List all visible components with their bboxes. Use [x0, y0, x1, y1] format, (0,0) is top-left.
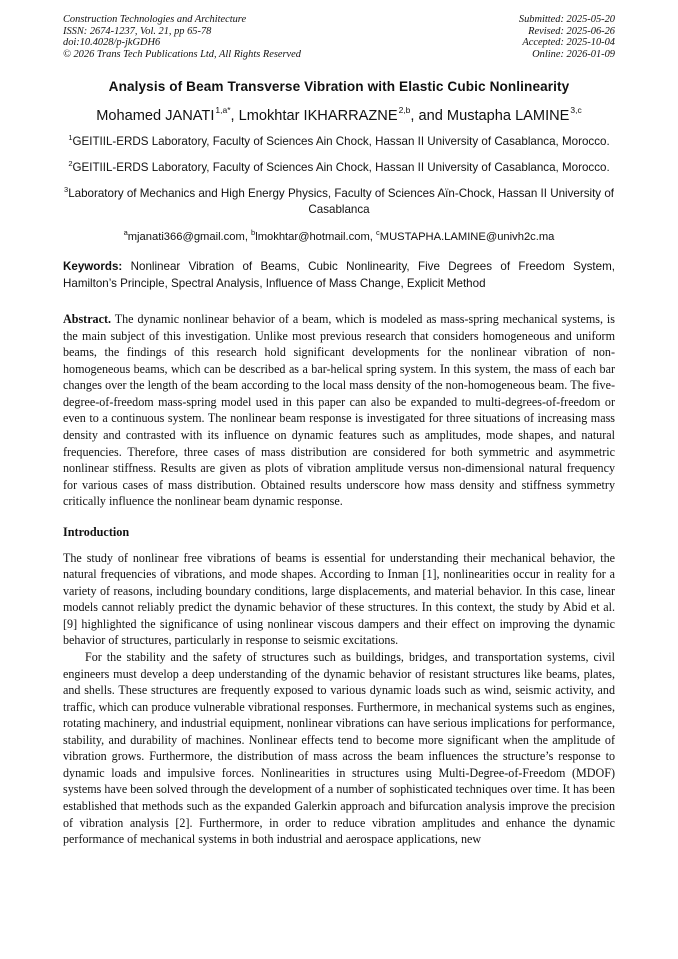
email-list: [63, 228, 615, 243]
author-separator: ,: [230, 108, 239, 124]
keywords-label: Keywords:: [63, 260, 123, 274]
keywords-text: Nonlinear Vibration of Beams, Cubic Nonlinearity, Five Degrees of Freedom System, Hamilton’s Principle, Spectral Analysis, Influence of Mass Change, Explicit Method: [63, 260, 615, 290]
affiliation: [63, 182, 615, 220]
email-address[interactable]: lmokhtar@hotmail.com: [255, 231, 370, 244]
abstract-label: Abstract.: [63, 312, 112, 327]
affiliation: [63, 156, 615, 177]
affiliation-text: GEITIIL-ERDS Laboratory, Faculty of Sciences Ain Chock, Hassan II University of Casablanca, Morocco.: [72, 135, 610, 148]
paper-page: [63, 14, 615, 848]
abstract: [63, 311, 615, 510]
email-marker: a: [123, 228, 128, 238]
section-heading-introduction: Introduction: [63, 524, 130, 539]
email-separator: ,: [244, 231, 252, 244]
journal-header: [63, 14, 615, 60]
email-separator: ,: [369, 231, 376, 244]
email-marker: c: [376, 228, 380, 238]
email-address[interactable]: MUSTAPHA.LAMINE@univh2c.ma: [379, 231, 555, 244]
affiliation-text: Laboratory of Mechanics and High Energy Physics, Faculty of Sciences Aïn-Chock, Hassan II University of Casablanca: [68, 186, 614, 217]
author-list: [63, 101, 615, 125]
author-affiliation-marker: 3,c: [570, 105, 582, 115]
abstract-text: The dynamic nonlinear behavior of a beam, which is modeled as mass-spring mechanical systems, is the main subject of this investigation. Unlike most previous research that considers homogeneous and uniform beams, the findings of this research hold significant developments for the nonlinear vibration of non-homogeneous beams, which can be described as a bar-helical spring system. In this system, the mass of each bar changes over the length of the beam according to the local mass density of the non-homogeneous beam. The five-degree-of-freedom mass-spring model used in this paper can also be expanded to multi-degrees-of-freedom or even to a continuous system. The nonlinear beam response is investigated for three situations of increasing mass density and contrasted with its influence on dynamic features such as amplitudes, mode shapes, and natural frequencies. Therefore, three cases of mass distribution are considered for both symmetric and asymmetric nonlinear stiffness. Results are given as plots of vibration amplitude versus non-dimensional natural frequency for various cases of mass distribution. Obtained results underscore how mass density and stiffness symmetry critically influence the nonlinear beam dynamic response.: [63, 312, 615, 509]
author-affiliation-marker: 1,a*: [215, 105, 231, 115]
affiliation-marker: 2: [68, 158, 73, 168]
author-separator: , and: [410, 108, 447, 124]
publication-dates: [519, 14, 615, 60]
affiliation-text: GEITIIL-ERDS Laboratory, Faculty of Sciences Ain Chock, Hassan II University of Casablanca, Morocco.: [72, 160, 610, 174]
author-name: Mohamed JANATI: [96, 108, 215, 124]
issn-line: ISSN: 2674-1237, Vol. 21, pp 65-78: [63, 25, 212, 37]
copyright-line: © 2026 Trans Tech Publications Ltd, All Rights Reserved: [63, 48, 301, 60]
revised-date: Revised: 2025-06-26: [528, 25, 615, 37]
author-affiliation-marker: 2,b: [398, 105, 411, 115]
submitted-date: Submitted: 2025-05-20: [518, 14, 615, 25]
intro-paragraph: The study of nonlinear free vibrations of beams is essential for understanding their mechanical behavior, the natural frequencies of vibrations, and mode shapes. According to Inman [1], nonlinearities occur in reality for a variety of reasons, including boundary conditions, large displacements, and material behavior. In this case, linear models cannot reliably predict the dynamic behavior of these structures. In this context, the study by Abid et al. [9] highlighted the significance of using nonlinear viscous dampers and their effect on improving the dynamic behavior of structures, particularly in response to seismic excitations.: [63, 550, 615, 648]
author-name: Lmokhtar IKHARRAZNE: [238, 108, 398, 124]
email-address[interactable]: mjanati366@gmail.com: [127, 231, 245, 244]
affiliation-marker: 3: [64, 184, 69, 194]
doi-line[interactable]: doi:10.4028/p-jkGDH6: [63, 37, 161, 48]
keywords: [63, 259, 615, 292]
email-marker: b: [251, 228, 256, 238]
affiliation-marker: 1: [68, 133, 73, 142]
online-date: Online: 2026-01-09: [532, 48, 615, 60]
journal-info: [63, 14, 301, 60]
affiliation: [63, 130, 615, 151]
accepted-date: Accepted: 2025-10-04: [522, 37, 615, 48]
author-name: Mustapha LAMINE: [446, 108, 570, 124]
paper-title: Analysis of Beam Transverse Vibration with Elastic Cubic Nonlinearity: [108, 79, 570, 94]
journal-name: Construction Technologies and Architecture: [63, 14, 247, 25]
intro-paragraph: For the stability and the safety of structures such as buildings, bridges, and transportation systems, civil engineers must develop a deep understanding of the dynamic behavior of resistant structures like beams, plates, and shells. These structures are frequently exposed to various dynamic loads such as wind, seismic activity, and traffic, which can produce vulnerable vibrational responses. Furthermore, in mechanical systems such as engines, rotating machinery, and industrial equipment, nonlinear vibrations can have serious implications for performance, stability, and durability of machines. Nonlinear effects tend to become more significant when the amplitude of vibration grows. Furthermore, the distribution of mass across the beam influences the structure’s response to dynamic loads and impulsive forces. Nonlinearities in structures using Multi-Degree-of-Freedom (MDOF) systems have been solved through the development of a number of sophisticated techniques over time. It has been established that methods such as the expanded Galerkin approach and bifurcation analysis improve the precision of vibration analysis [2]. Furthermore, in order to reduce vibration amplitudes and enhance the dynamic performance of mechanical systems in both industrial and aerospace applications, new: [63, 650, 615, 847]
